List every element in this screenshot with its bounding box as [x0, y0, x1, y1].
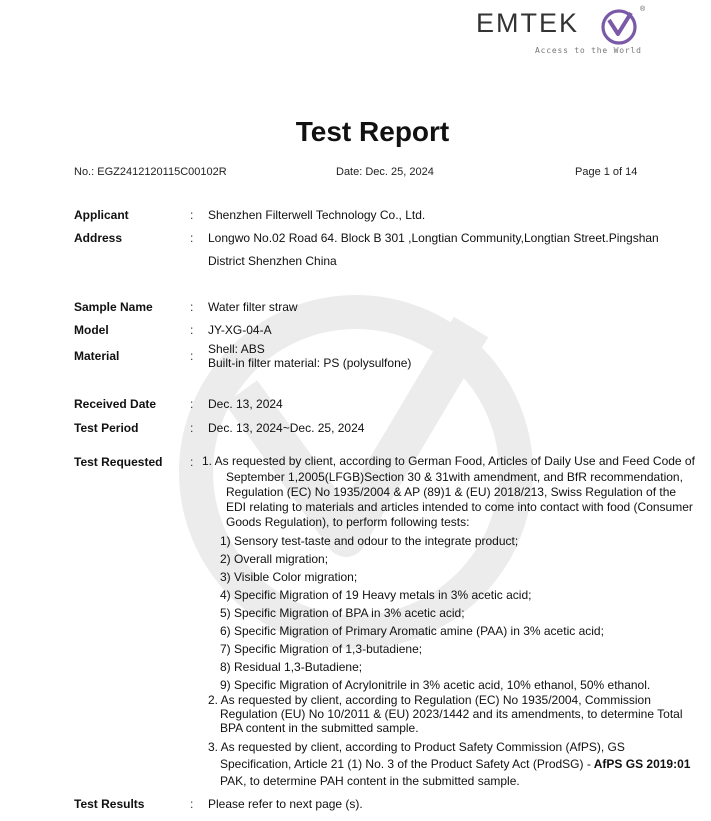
model-value: JY-XG-04-A: [208, 323, 272, 337]
address-label: Address: [74, 231, 123, 245]
request-item-3-line-2-text: Specification, Article 21 (1) No. 3 of the Product Safety Act (ProdSG) -: [220, 757, 591, 771]
report-number: No.: EGZ2412120115C00102R: [74, 166, 227, 178]
test-item-1: 1) Sensory test-taste and odour to the integrate product;: [220, 534, 519, 548]
colon: :: [190, 231, 194, 245]
material-line-2: Built-in filter material: PS (polysulfone): [208, 356, 412, 370]
colon: :: [190, 421, 194, 435]
request-item-1-line-3: Regulation (EC) No 1935/2004 & AP (89)1 & (EU) 2018/213, Swiss Regulation of the: [226, 485, 677, 499]
request-item-1-line-4: EDI relating to materials and articles intended to come into contact with food (Consumer: [226, 500, 693, 514]
request-item-2-line-2: Regulation (EU) No 10/2011 & (EU) 2023/1442 and its amendments, to determine Total: [220, 707, 683, 721]
page-number: Page 1 of 14: [575, 166, 638, 178]
test-results-label: Test Results: [74, 797, 145, 811]
model-label: Model: [74, 323, 109, 337]
test-item-9: 9) Specific Migration of Acrylonitrile in 3% acetic acid, 10% ethanol, 50% ethanol.: [220, 678, 651, 692]
request-item-2-line-1: 2. As requested by client, according to Regulation (EC) No 1935/2004, Commission: [208, 693, 651, 707]
sample-name-value: Water filter straw: [208, 300, 298, 314]
material-label: Material: [74, 349, 120, 363]
test-results-value: Please refer to next page (s).: [208, 797, 363, 811]
logo-tagline: Access to the World: [535, 46, 642, 55]
colon: :: [190, 349, 194, 363]
received-date-label: Received Date: [74, 397, 157, 411]
test-period-label: Test Period: [74, 421, 139, 435]
colon: :: [190, 455, 194, 469]
request-item-3-line-3: PAK, to determine PAH content in the submitted sample.: [220, 774, 520, 788]
sample-name-label: Sample Name: [74, 300, 153, 314]
applicant-label: Applicant: [74, 208, 129, 222]
emtek-logo: [476, 4, 646, 56]
test-requested-label: Test Requested: [74, 455, 163, 469]
test-period-value: Dec. 13, 2024~Dec. 25, 2024: [208, 421, 365, 435]
colon: :: [190, 397, 194, 411]
test-item-2: 2) Overall migration;: [220, 552, 329, 566]
address-line-2: District Shenzhen China: [208, 254, 337, 268]
emtek-check-circle-icon: [599, 7, 639, 47]
request-item-2-line-3: BPA content in the submitted sample.: [220, 721, 419, 735]
request-item-1-line-2: September 1,2005(LFGB)Section 30 & 31with amendment, and BfR recommendation,: [226, 470, 683, 484]
request-item-1-line-1: 1. As requested by client, according to German Food, Articles of Daily Use and Feed Code of: [202, 454, 695, 468]
registered-mark: ®: [640, 6, 646, 13]
test-item-5: 5) Specific Migration of BPA in 3% acetic acid;: [220, 606, 465, 620]
material-line-1: Shell: ABS: [208, 342, 265, 356]
request-item-3-line-2: [220, 758, 690, 771]
colon: :: [190, 208, 194, 222]
test-item-3: 3) Visible Color migration;: [220, 570, 358, 584]
test-item-7: 7) Specific Migration of 1,3-butadiene;: [220, 642, 423, 656]
colon: :: [190, 797, 194, 811]
request-item-1-line-5: Goods Regulation), to perform following tests:: [226, 515, 470, 529]
received-date-value: Dec. 13, 2024: [208, 397, 283, 411]
colon: :: [190, 323, 194, 337]
test-item-4: 4) Specific Migration of 19 Heavy metals in 3% acetic acid;: [220, 588, 532, 602]
applicant-value: Shenzhen Filterwell Technology Co., Ltd.: [208, 208, 426, 222]
report-date: Date: Dec. 25, 2024: [336, 166, 434, 178]
request-item-3-line-1: 3. As requested by client, according to Product Safety Commission (AfPS), GS: [208, 740, 625, 754]
logo-wordmark: EMTEK: [476, 8, 580, 38]
test-item-8: 8) Residual 1,3-Butadiene;: [220, 660, 363, 674]
address-line-1: Longwo No.02 Road 64. Block B 301 ,Longtian Community,Longtian Street.Pingshan: [208, 231, 659, 245]
colon: :: [190, 300, 194, 314]
page-title: Test Report: [295, 116, 450, 147]
afps-standard: AfPS GS 2019:01: [590, 757, 691, 771]
test-item-6: 6) Specific Migration of Primary Aromatic amine (PAA) in 3% acetic acid;: [220, 624, 604, 638]
